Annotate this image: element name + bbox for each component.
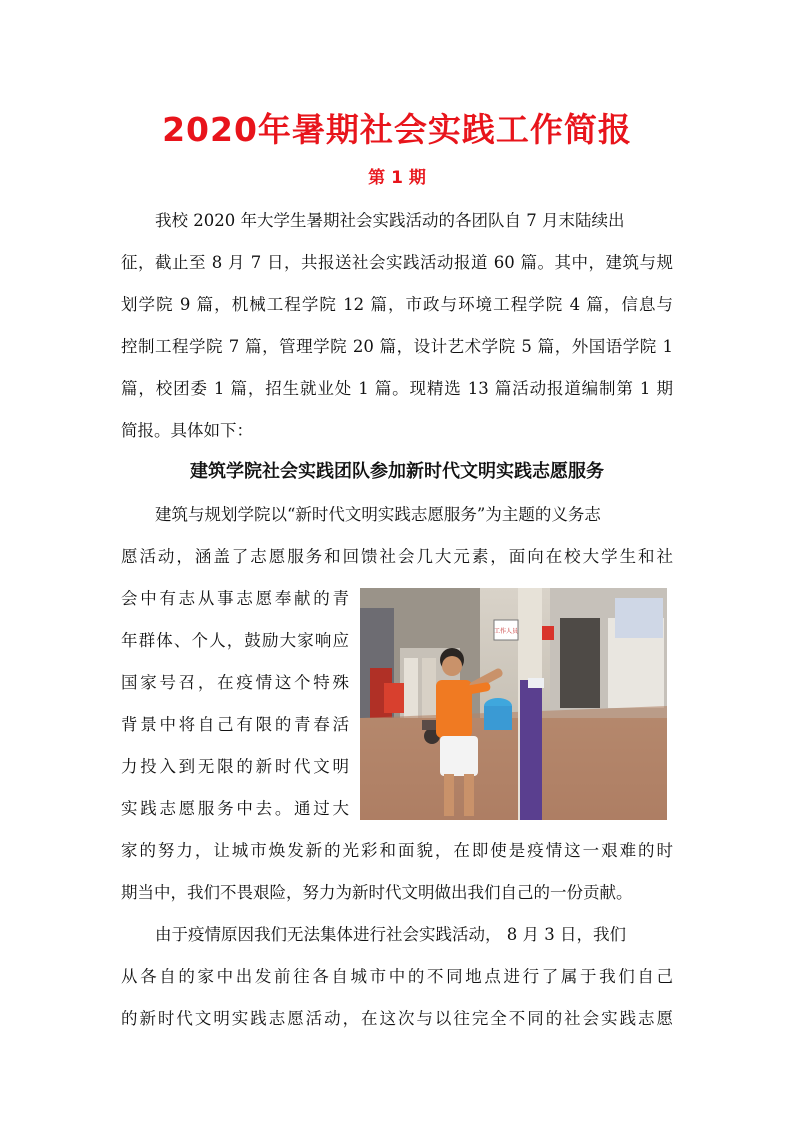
- intro-line: 简报。具体如下：: [121, 421, 253, 440]
- document-title: 2020年暑期社会实践工作简报: [162, 110, 632, 149]
- section-wrap-line: 年群体、个人，鼓励大家响应: [121, 631, 349, 650]
- section-heading: 建筑学院社会实践团队参加新时代文明实践志愿服务: [190, 461, 604, 482]
- intro-line: 篇，校团委 1 篇，招生就业处 1 篇。现精选 13 篇活动报道编制第 1 期: [121, 379, 673, 398]
- intro-line: 我校 2020 年大学生暑期社会实践活动的各团队自 7 月末陆续出: [155, 211, 625, 230]
- paragraph-line: 从各自的家中出发前往各自城市中的不同地点进行了属于我们自己: [121, 967, 673, 986]
- issue-number: 第 1 期: [368, 168, 426, 188]
- volunteer-photo: [360, 588, 667, 820]
- photo-sign-text: 工作人员: [493, 628, 519, 635]
- section-wrap-line: 国家号召，在疫情这个特殊: [121, 673, 349, 692]
- intro-line: 征，截止至 8 月 7 日，共报送社会实践活动报道 60 篇。其中，建筑与规: [121, 253, 673, 272]
- paragraph-line: 由于疫情原因我们无法集体进行社会实践活动， 8 月 3 日，我们: [155, 925, 626, 944]
- section-line: 建筑与规划学院以“新时代文明实践志愿服务”为主题的义务志: [155, 505, 601, 524]
- section-wrap-line: 力投入到无限的新时代文明: [121, 757, 349, 776]
- section-line: 期当中，我们不畏艰险，努力为新时代文明做出我们自己的一份贡献。: [121, 883, 633, 902]
- section-wrap-line: 背景中将自己有限的青春活: [121, 715, 349, 734]
- section-wrap-line: 会中有志从事志愿奉献的青: [121, 589, 349, 608]
- intro-line: 划学院 9 篇，机械工程学院 12 篇，市政与环境工程学院 4 篇，信息与: [121, 295, 673, 314]
- section-line: 愿活动，涵盖了志愿服务和回馈社会几大元素，面向在校大学生和社: [121, 547, 673, 566]
- intro-line: 控制工程学院 7 篇，管理学院 20 篇，设计艺术学院 5 篇，外国语学院 1: [121, 337, 673, 356]
- section-wrap-line: 实践志愿服务中去。通过大: [121, 799, 349, 818]
- paragraph-line: 的新时代文明实践志愿活动，在这次与以往完全不同的社会实践志愿: [121, 1009, 673, 1028]
- section-line: 家的努力，让城市焕发新的光彩和面貌，在即使是疫情这一艰难的时: [121, 841, 673, 860]
